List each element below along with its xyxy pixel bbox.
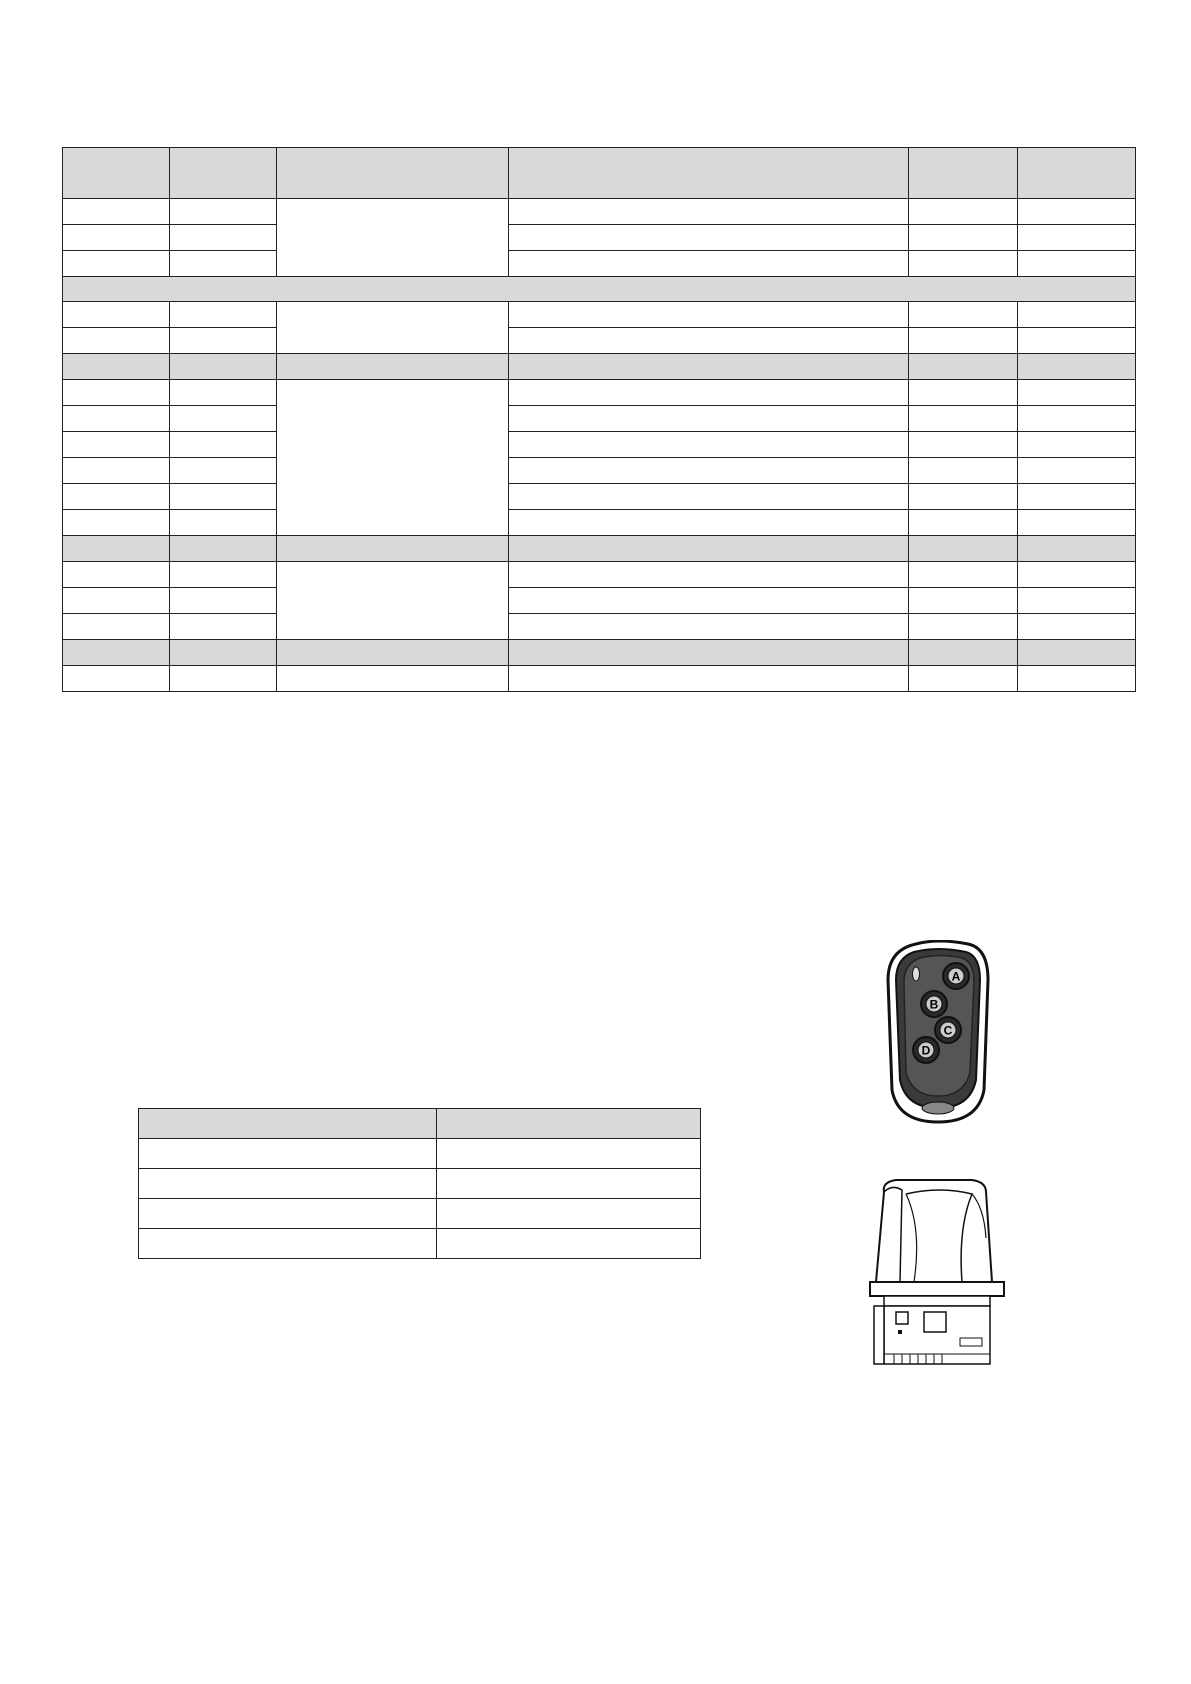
table-cell — [437, 1139, 701, 1169]
table-cell — [63, 251, 170, 277]
table-cell — [1018, 666, 1136, 692]
button-d-icon — [913, 1037, 939, 1063]
table-cell — [170, 458, 277, 484]
table-cell — [1018, 458, 1136, 484]
button-a-icon — [943, 963, 969, 989]
section-header-row — [63, 354, 1136, 380]
section-header-row — [63, 640, 1136, 666]
table-cell — [509, 458, 909, 484]
table-cell — [909, 614, 1018, 640]
table-cell — [509, 510, 909, 536]
svg-text:D: D — [921, 1043, 931, 1058]
table-row — [63, 380, 1136, 406]
table-row — [63, 251, 1136, 277]
table-cell — [170, 588, 277, 614]
table-cell — [509, 251, 909, 277]
table-cell — [437, 1199, 701, 1229]
table-cell — [909, 562, 1018, 588]
table-cell — [170, 666, 277, 692]
table-cell — [63, 588, 170, 614]
table-cell — [63, 432, 170, 458]
section-band-row — [63, 277, 1136, 302]
table-cell — [909, 406, 1018, 432]
table-cell — [509, 432, 909, 458]
table-cell — [170, 199, 277, 225]
table-cell — [1018, 380, 1136, 406]
button-c-icon — [935, 1017, 961, 1043]
table-cell — [509, 484, 909, 510]
table-cell — [170, 614, 277, 640]
table-cell — [509, 406, 909, 432]
table-cell — [63, 458, 170, 484]
table-cell — [1018, 588, 1136, 614]
table-row — [63, 484, 1136, 510]
table-header-row — [139, 1109, 701, 1139]
table-cell — [1018, 406, 1136, 432]
table-cell — [1018, 536, 1136, 562]
table-cell — [509, 536, 909, 562]
table-cell — [1018, 510, 1136, 536]
table-row — [63, 510, 1136, 536]
table-cell — [170, 510, 277, 536]
table-row — [139, 1199, 701, 1229]
table-cell — [170, 251, 277, 277]
table-cell — [909, 484, 1018, 510]
table-row — [139, 1229, 701, 1259]
table-cell — [170, 406, 277, 432]
header-cell — [1018, 148, 1136, 199]
section-header-row — [63, 536, 1136, 562]
receiver-module-illustration — [862, 1178, 1012, 1366]
table-cell — [909, 666, 1018, 692]
table-cell — [277, 536, 509, 562]
table-row — [139, 1139, 701, 1169]
header-cell — [277, 148, 509, 199]
table-cell — [1018, 562, 1136, 588]
table-cell — [63, 199, 170, 225]
table-row — [63, 666, 1136, 692]
table-cell — [509, 380, 909, 406]
remote-codes-table — [138, 1108, 701, 1259]
table-cell — [437, 1169, 701, 1199]
table-row — [63, 614, 1136, 640]
table-cell — [509, 562, 909, 588]
header-cell — [437, 1109, 701, 1139]
table-cell — [170, 354, 277, 380]
table-header-row — [63, 148, 1136, 199]
table-cell — [170, 536, 277, 562]
table-cell — [509, 354, 909, 380]
table-cell — [277, 640, 509, 666]
table-cell — [170, 302, 277, 328]
table-cell — [63, 302, 170, 328]
svg-text:A: A — [951, 969, 961, 984]
table-cell — [1018, 432, 1136, 458]
table-row — [63, 562, 1136, 588]
table-cell — [170, 562, 277, 588]
table-cell — [63, 328, 170, 354]
header-cell — [63, 148, 170, 199]
table-cell — [1018, 640, 1136, 666]
table-row — [63, 302, 1136, 328]
table-cell — [139, 1169, 437, 1199]
remote-control-illustration — [878, 940, 998, 1126]
table-cell — [909, 510, 1018, 536]
header-cell — [909, 148, 1018, 199]
table-cell — [63, 406, 170, 432]
table-cell — [437, 1229, 701, 1259]
header-cell — [509, 148, 909, 199]
table-cell — [63, 510, 170, 536]
table-cell — [509, 640, 909, 666]
table-cell — [909, 380, 1018, 406]
table-cell — [63, 536, 170, 562]
table-cell — [63, 666, 170, 692]
table-cell — [909, 251, 1018, 277]
table-cell — [509, 225, 909, 251]
table-cell — [63, 640, 170, 666]
specification-table — [62, 147, 1136, 692]
table-cell — [1018, 225, 1136, 251]
table-row — [63, 199, 1136, 225]
table-cell — [1018, 251, 1136, 277]
table-row — [63, 588, 1136, 614]
table-cell-merged — [277, 302, 509, 354]
table-cell — [909, 588, 1018, 614]
table-cell — [909, 458, 1018, 484]
table-cell — [170, 432, 277, 458]
header-cell — [139, 1109, 437, 1139]
table-cell — [63, 562, 170, 588]
table-row — [63, 328, 1136, 354]
table-row — [139, 1169, 701, 1199]
table-row — [63, 406, 1136, 432]
table-cell — [909, 328, 1018, 354]
table-cell — [170, 225, 277, 251]
table-cell-merged — [277, 199, 509, 277]
table-cell — [509, 328, 909, 354]
table-cell — [139, 1199, 437, 1229]
svg-text:C: C — [943, 1023, 953, 1038]
table-cell — [63, 354, 170, 380]
table-cell — [909, 432, 1018, 458]
table-cell — [909, 302, 1018, 328]
table-row — [63, 458, 1136, 484]
table-cell — [170, 328, 277, 354]
svg-text:B: B — [929, 997, 939, 1012]
table-cell — [1018, 614, 1136, 640]
table-cell — [909, 199, 1018, 225]
table-cell — [1018, 199, 1136, 225]
table-cell — [277, 354, 509, 380]
button-b-icon — [921, 991, 947, 1017]
table-cell — [63, 484, 170, 510]
table-cell — [509, 666, 909, 692]
table-cell — [139, 1229, 437, 1259]
table-cell — [509, 614, 909, 640]
table-cell — [170, 380, 277, 406]
table-cell — [170, 484, 277, 510]
table-row — [63, 225, 1136, 251]
table-cell — [63, 614, 170, 640]
table-cell — [139, 1139, 437, 1169]
table-cell — [509, 199, 909, 225]
table-cell — [909, 354, 1018, 380]
table-cell — [509, 302, 909, 328]
table-cell — [277, 666, 509, 692]
table-cell — [1018, 354, 1136, 380]
table-cell — [170, 640, 277, 666]
table-cell — [63, 380, 170, 406]
table-cell-merged — [277, 562, 509, 640]
table-cell — [1018, 484, 1136, 510]
table-cell — [909, 640, 1018, 666]
table-cell — [909, 225, 1018, 251]
section-band-cell — [63, 277, 1136, 302]
header-cell — [170, 148, 277, 199]
table-cell — [63, 225, 170, 251]
table-cell — [1018, 328, 1136, 354]
table-cell-merged — [277, 380, 509, 536]
table-cell — [1018, 302, 1136, 328]
table-row — [63, 432, 1136, 458]
table-cell — [909, 536, 1018, 562]
table-cell — [509, 588, 909, 614]
